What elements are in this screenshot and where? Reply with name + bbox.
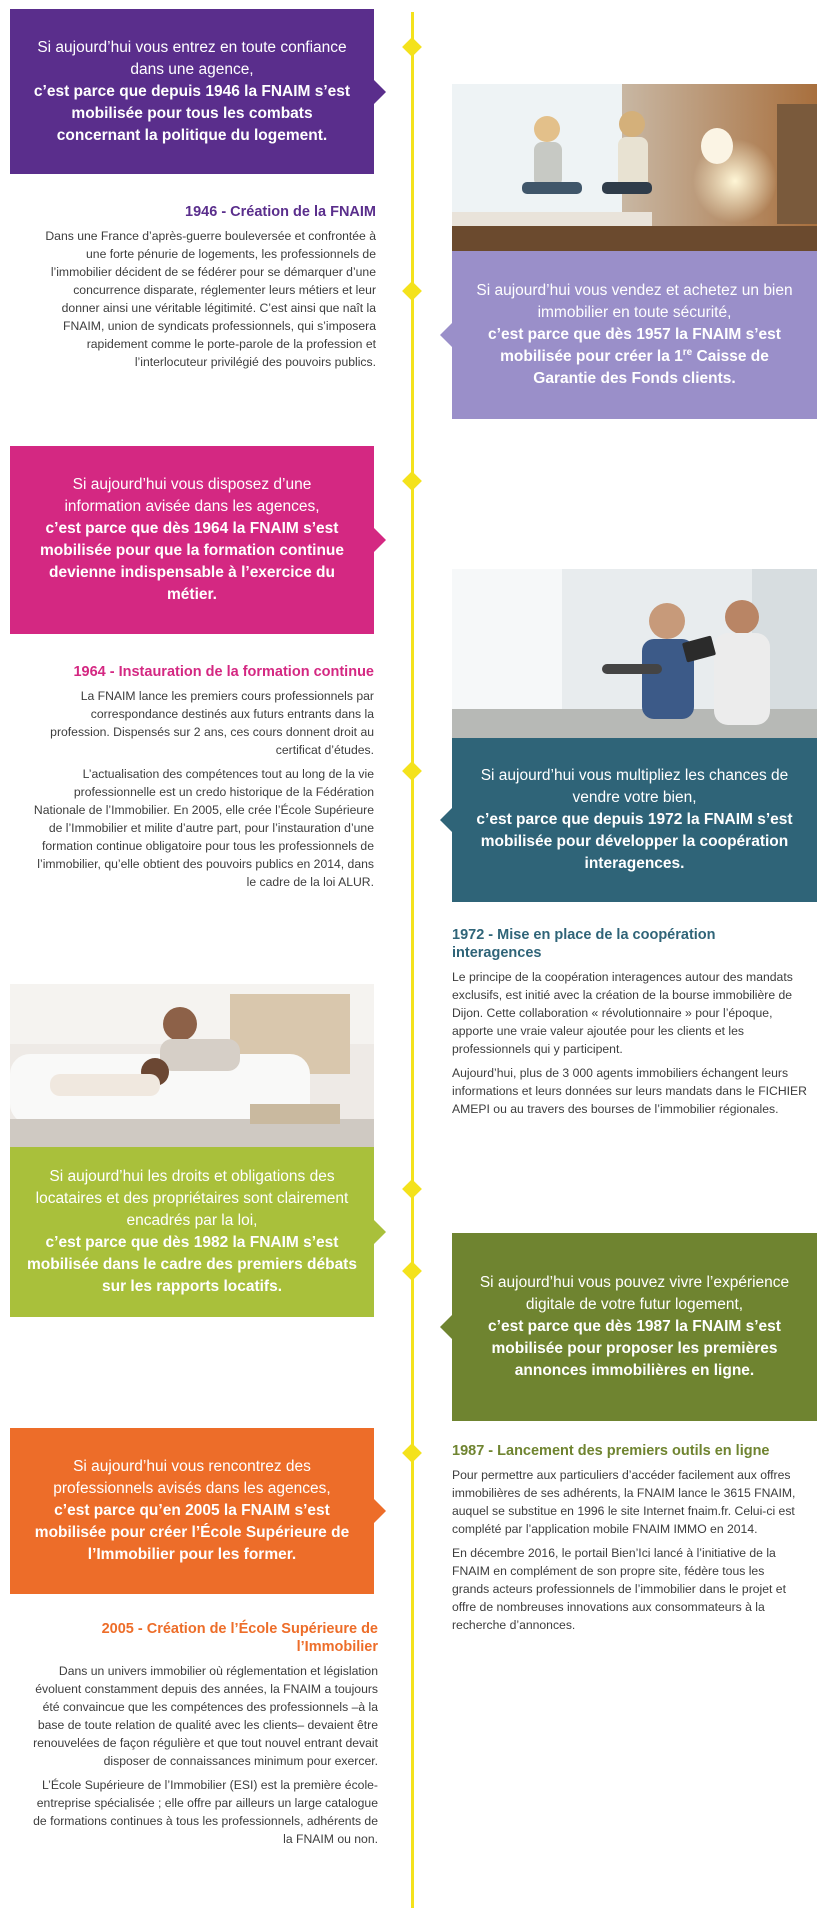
timeline-marker [402,1261,422,1281]
section-1946 [40,203,376,377]
callout-lead: Si aujourd’hui vous multipliez les chances de vendre votre bien, [480,767,789,806]
section-title: 2005 - Création de l’École Supérieure de l’Immobilier [101,1621,378,1655]
callout-2005 [10,1428,374,1594]
section-2005 [24,1620,378,1854]
callout-highlight-text: c’est parce que dès 1957 la FNAIM s’est mobilisée pour créer la 1 [488,326,781,365]
callout-lead: Si aujourd’hui vous rencontrez des professionnels avisés dans les agences, [53,1458,331,1497]
section-paragraph: Dans une France d’après-guerre bouleversée et confrontée à une forte pénurie de logements, les professionnels de l’immobilier décident de se fédérer pour se démarquer d’une concurrence disparate, réglementer leurs métiers et leur donner ainsi une véritable légitimité. C’est ainsi que naît la FNAIM, union de syndicats professionnels, qui s’imposera rapidement comme le porte-parole de la profession et l’interlocuteur privilégié des pouvoirs publics. [45,229,376,369]
timeline-marker [402,1443,422,1463]
callout-highlight-text: Caisse de Garantie des Fonds clients. [533,348,769,387]
timeline-marker [402,471,422,491]
timeline-marker [402,1179,422,1199]
ordinal-suffix: re [682,346,693,358]
photo-couple-tablet [452,569,817,738]
section-paragraph: L’actualisation des compétences tout au long de la vie professionnelle est un credo historique de la Fédération Nationale de l’Immobilier. En 2005, elle crée l’École Supérieure de l’Immobilier et milite d’autre part, pour l’instauration d’une formation continue obligatoire pour tous les professionnels de l’immobilier, qu’elle obtient des pouvoirs publics en 2014, dans le cadre de la loi ALUR. [33,767,374,889]
section-title: 1964 - Instauration de la formation continue [73,664,374,680]
photo-children-window [452,84,817,251]
callout-highlight [476,324,793,390]
callout-lead: Si aujourd’hui vous pouvez vivre l’expérience digitale de votre futur logement, [479,1274,790,1313]
timeline-marker [402,281,422,301]
callout-1957 [452,251,817,419]
section-1972 [452,926,807,1124]
callout-lead: Si aujourd’hui vous vendez et achetez un bien immobilier en toute sécurité, [476,282,793,321]
callout-highlight: c’est parce que dès 1982 la FNAIM s’est mobilisée dans le cadre des premiers débats sur les rapports locatifs. [27,1234,357,1295]
photo-couple-sofa [10,984,374,1147]
callout-highlight: c’est parce que dès 1987 la FNAIM s’est mobilisée pour proposer les premières annonces immobilières en ligne. [488,1318,781,1379]
callout-lead: Si aujourd’hui les droits et obligations des locataires et des propriétaires sont clairement encadrés par la loi, [35,1168,349,1229]
callout-lead: Si aujourd’hui vous entrez en toute confiance dans une agence, [37,38,347,78]
callout-highlight: c’est parce que depuis 1946 la FNAIM s’est mobilisée pour tous les combats concernant la politique du logement. [33,82,351,144]
section-paragraph: L’École Supérieure de l’Immobilier (ESI) est la première école-entreprise spécialisée ; elle offre par ailleurs un large catalogue de formations continues à tous les professionnels, adhérents de la FNAIM ou non. [33,1778,378,1846]
callout-1987 [452,1233,817,1421]
section-paragraph: En décembre 2016, le portail Bien’Ici lancé à l’initiative de la FNAIM en complément de son propre site, fédère tous les grands acteurs professionnels de l’immobilier dans le projet et offre de nombreuses innovations aux consommateurs à la recherche d’annonces. [452,1546,786,1632]
callout-highlight: c’est parce qu’en 2005 la FNAIM s’est mobilisée pour créer l’École Supérieure de l’Immobilier pour les former. [34,1502,350,1563]
section-paragraph: Aujourd’hui, plus de 3 000 agents immobiliers échangent leurs informations et leurs données sur leurs mandats dans le FICHIER AMEPI ou au travers des bourses de l’immobilier régionales. [452,1066,807,1116]
section-title: 1987 - Lancement des premiers outils en ligne [452,1443,770,1459]
section-title: 1972 - Mise en place de la coopération interagences [452,927,716,961]
section-paragraph: Pour permettre aux particuliers d’accéder facilement aux offres immobilières de ses adhérents, la FNAIM lance le 3615 FNAIM, auquel se substitue en 1996 le site Internet fnaim.fr. Celui-ci est complété par l’application mobile FNAIM IMMO en 2014. [452,1468,796,1536]
section-1987 [452,1442,802,1640]
timeline-marker [402,37,422,57]
callout-1946 [10,9,374,174]
callout-1972 [452,738,817,902]
callout-1964 [10,446,374,634]
callout-lead: Si aujourd’hui vous disposez d’une information avisée dans les agences, [64,476,320,515]
section-title: 1946 - Création de la FNAIM [185,204,376,220]
section-paragraph: Le principe de la coopération interagences autour des mandats exclusifs, est initié avec la création de la bourse immobilière de Dijon. Cette collaboration « révolutionnaire » pour l’époque, apporte une vraie valeur ajoutée pour les clients et les professionnels qui y participent. [452,970,793,1056]
callout-1982 [10,1147,374,1317]
section-paragraph: Dans un univers immobilier où réglementation et législation évoluent constamment depuis des années, la FNAIM a toujours été convaincue que les compétences des professionnels –à la base de toute relation de qualité avec les clients– devaient être renouvelées de façon régulière et que tout nouvel entrant devait disposer de connaissances minimum pour exercer. [33,1664,378,1768]
section-1964 [30,663,374,897]
section-paragraph: La FNAIM lance les premiers cours professionnels par correspondance destinés aux futurs entrants dans la profession. Dispensés sur 2 ans, ces cours donnent droit au certificat d’études. [50,689,374,757]
callout-highlight: c’est parce que depuis 1972 la FNAIM s’est mobilisée pour développer la coopération interagences. [476,811,793,872]
callout-highlight: c’est parce que dès 1964 la FNAIM s’est mobilisée pour que la formation continue devienne indispensable à l’exercice du métier. [40,520,344,603]
timeline-marker [402,761,422,781]
